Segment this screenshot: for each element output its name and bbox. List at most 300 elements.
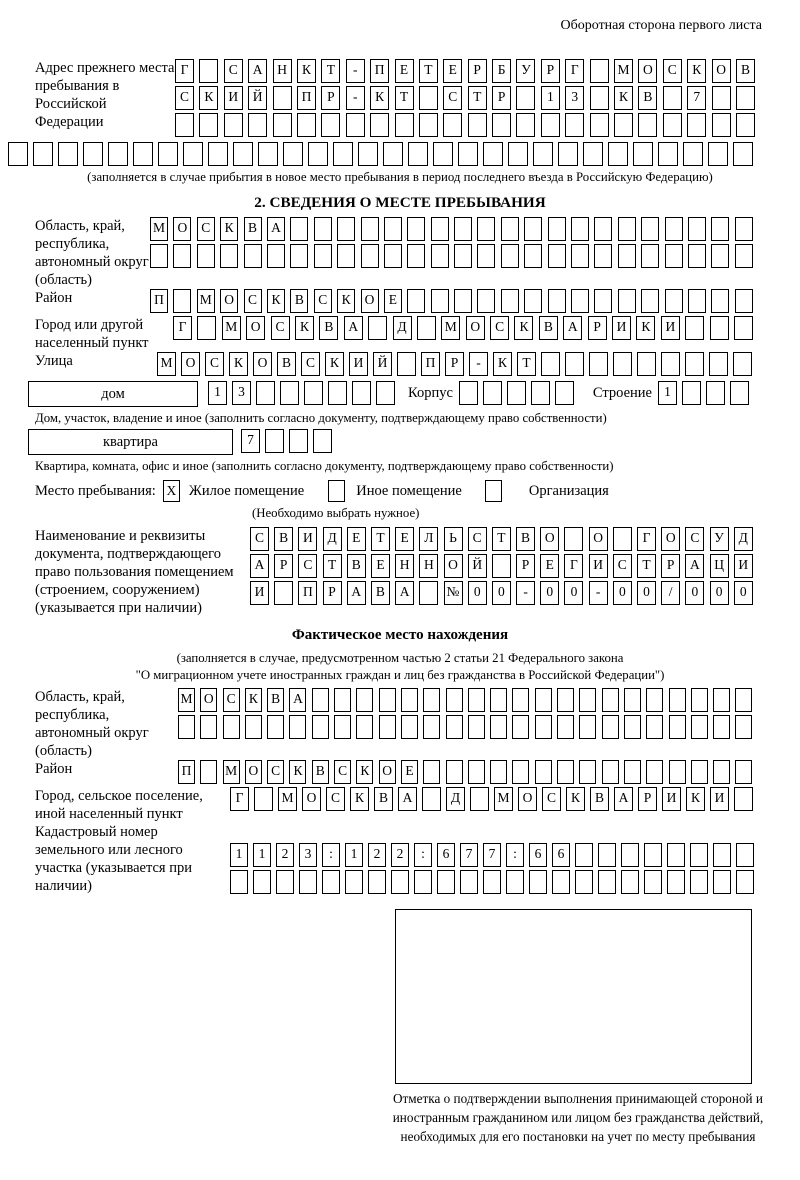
char-cell[interactable]: П bbox=[297, 86, 316, 110]
char-cell[interactable] bbox=[683, 142, 703, 166]
char-cell[interactable] bbox=[8, 142, 28, 166]
char-cell[interactable]: О bbox=[361, 289, 379, 313]
char-cell[interactable]: В bbox=[590, 787, 609, 811]
char-cell[interactable] bbox=[552, 870, 570, 894]
char-cell[interactable] bbox=[682, 381, 701, 405]
char-cell[interactable]: 2 bbox=[391, 843, 409, 867]
char-cell[interactable]: Г bbox=[230, 787, 249, 811]
char-cell[interactable] bbox=[273, 113, 292, 137]
char-cell[interactable]: А bbox=[289, 688, 306, 712]
char-cell[interactable]: С bbox=[542, 787, 561, 811]
char-cell[interactable]: Г bbox=[173, 316, 192, 340]
char-cell[interactable] bbox=[483, 142, 503, 166]
char-cell[interactable]: О bbox=[444, 554, 463, 578]
char-cell[interactable]: К bbox=[687, 59, 706, 83]
char-cell[interactable] bbox=[273, 86, 292, 110]
char-cell[interactable]: С bbox=[250, 527, 269, 551]
char-cell[interactable]: С bbox=[468, 527, 487, 551]
char-cell[interactable] bbox=[524, 244, 542, 268]
char-cell[interactable]: О bbox=[540, 527, 559, 551]
char-cell[interactable] bbox=[414, 870, 432, 894]
char-cell[interactable] bbox=[665, 289, 683, 313]
char-cell[interactable]: К bbox=[289, 760, 306, 784]
char-cell[interactable] bbox=[346, 113, 365, 137]
char-cell[interactable]: К bbox=[493, 352, 512, 376]
char-cell[interactable]: / bbox=[661, 581, 680, 605]
char-cell[interactable] bbox=[638, 113, 657, 137]
char-cell[interactable] bbox=[598, 843, 616, 867]
char-cell[interactable]: А bbox=[248, 59, 267, 83]
char-cell[interactable]: К bbox=[337, 289, 355, 313]
char-cell[interactable] bbox=[667, 870, 685, 894]
char-cell[interactable] bbox=[379, 688, 396, 712]
char-cell[interactable] bbox=[468, 688, 485, 712]
char-cell[interactable] bbox=[280, 381, 299, 405]
char-cell[interactable] bbox=[401, 688, 418, 712]
char-cell[interactable] bbox=[613, 352, 632, 376]
char-cell[interactable] bbox=[713, 688, 730, 712]
char-cell[interactable]: Ц bbox=[710, 554, 729, 578]
char-cell[interactable] bbox=[108, 142, 128, 166]
char-cell[interactable] bbox=[602, 760, 619, 784]
char-cell[interactable]: Л bbox=[419, 527, 438, 551]
char-cell[interactable] bbox=[557, 715, 574, 739]
char-cell[interactable]: К bbox=[686, 787, 705, 811]
char-cell[interactable]: - bbox=[589, 581, 608, 605]
char-cell[interactable] bbox=[687, 113, 706, 137]
char-cell[interactable]: Т bbox=[517, 352, 536, 376]
char-cell[interactable]: 1 bbox=[345, 843, 363, 867]
char-cell[interactable] bbox=[624, 715, 641, 739]
char-cell[interactable] bbox=[490, 688, 507, 712]
char-cell[interactable]: Р bbox=[588, 316, 607, 340]
char-cell[interactable] bbox=[548, 289, 566, 313]
char-cell[interactable] bbox=[274, 581, 293, 605]
char-cell[interactable]: Г bbox=[565, 59, 584, 83]
char-cell[interactable] bbox=[322, 870, 340, 894]
char-cell[interactable] bbox=[199, 59, 218, 83]
char-cell[interactable] bbox=[423, 688, 440, 712]
char-cell[interactable] bbox=[571, 244, 589, 268]
char-cell[interactable] bbox=[314, 217, 332, 241]
char-cell[interactable]: Ь bbox=[444, 527, 463, 551]
char-cell[interactable]: К bbox=[297, 59, 316, 83]
char-cell[interactable] bbox=[470, 787, 489, 811]
char-cell[interactable] bbox=[613, 527, 632, 551]
char-cell[interactable]: Т bbox=[468, 86, 487, 110]
char-cell[interactable]: Р bbox=[492, 86, 511, 110]
char-cell[interactable] bbox=[297, 113, 316, 137]
char-cell[interactable] bbox=[376, 381, 395, 405]
char-cell[interactable] bbox=[529, 870, 547, 894]
char-cell[interactable]: О bbox=[200, 688, 217, 712]
char-cell[interactable] bbox=[730, 381, 749, 405]
char-cell[interactable]: Р bbox=[468, 59, 487, 83]
char-cell[interactable]: А bbox=[250, 554, 269, 578]
char-cell[interactable] bbox=[691, 715, 708, 739]
char-cell[interactable]: В bbox=[274, 527, 293, 551]
char-cell[interactable]: Е bbox=[395, 527, 414, 551]
char-cell[interactable]: № bbox=[444, 581, 463, 605]
char-cell[interactable]: И bbox=[224, 86, 243, 110]
char-cell[interactable]: П bbox=[178, 760, 195, 784]
char-cell[interactable] bbox=[535, 715, 552, 739]
char-cell[interactable]: К bbox=[295, 316, 314, 340]
char-cell[interactable]: В bbox=[290, 289, 308, 313]
char-cell[interactable] bbox=[245, 715, 262, 739]
char-cell[interactable]: М bbox=[441, 316, 460, 340]
char-cell[interactable]: 0 bbox=[540, 581, 559, 605]
char-cell[interactable]: В bbox=[244, 217, 262, 241]
char-cell[interactable] bbox=[558, 142, 578, 166]
char-cell[interactable]: Н bbox=[273, 59, 292, 83]
char-cell[interactable]: У bbox=[710, 527, 729, 551]
char-cell[interactable] bbox=[276, 870, 294, 894]
char-cell[interactable]: Р bbox=[638, 787, 657, 811]
char-cell[interactable]: Р bbox=[541, 59, 560, 83]
char-cell[interactable]: И bbox=[710, 787, 729, 811]
char-cell[interactable] bbox=[197, 316, 216, 340]
char-cell[interactable]: К bbox=[245, 688, 262, 712]
char-cell[interactable] bbox=[289, 715, 306, 739]
char-cell[interactable] bbox=[533, 142, 553, 166]
char-cell[interactable] bbox=[183, 142, 203, 166]
char-cell[interactable] bbox=[506, 870, 524, 894]
char-cell[interactable] bbox=[446, 688, 463, 712]
char-cell[interactable] bbox=[614, 113, 633, 137]
char-cell[interactable]: И bbox=[589, 554, 608, 578]
char-cell[interactable] bbox=[368, 870, 386, 894]
char-cell[interactable]: О bbox=[466, 316, 485, 340]
char-cell[interactable]: В bbox=[539, 316, 558, 340]
char-cell[interactable] bbox=[507, 381, 526, 405]
char-cell[interactable] bbox=[458, 142, 478, 166]
char-cell[interactable]: В bbox=[516, 527, 535, 551]
char-cell[interactable] bbox=[233, 142, 253, 166]
char-cell[interactable] bbox=[571, 289, 589, 313]
char-cell[interactable] bbox=[454, 289, 472, 313]
char-cell[interactable] bbox=[624, 760, 641, 784]
char-cell[interactable] bbox=[710, 316, 729, 340]
char-cell[interactable] bbox=[290, 217, 308, 241]
char-cell[interactable] bbox=[641, 289, 659, 313]
char-cell[interactable]: О bbox=[246, 316, 265, 340]
char-cell[interactable]: 7 bbox=[460, 843, 478, 867]
char-cell[interactable] bbox=[431, 217, 449, 241]
char-cell[interactable] bbox=[541, 113, 560, 137]
char-cell[interactable] bbox=[454, 217, 472, 241]
char-cell[interactable] bbox=[258, 142, 278, 166]
char-cell[interactable] bbox=[618, 217, 636, 241]
char-cell[interactable]: С bbox=[443, 86, 462, 110]
char-cell[interactable] bbox=[713, 760, 730, 784]
char-cell[interactable] bbox=[223, 715, 240, 739]
char-cell[interactable] bbox=[565, 352, 584, 376]
char-cell[interactable]: И bbox=[734, 554, 753, 578]
char-cell[interactable]: В bbox=[347, 554, 366, 578]
char-cell[interactable] bbox=[541, 352, 560, 376]
char-cell[interactable]: М bbox=[150, 217, 168, 241]
char-cell[interactable] bbox=[644, 843, 662, 867]
char-cell[interactable] bbox=[230, 870, 248, 894]
char-cell[interactable] bbox=[685, 316, 704, 340]
char-cell[interactable] bbox=[443, 113, 462, 137]
char-cell[interactable]: С bbox=[613, 554, 632, 578]
char-cell[interactable]: С bbox=[490, 316, 509, 340]
char-cell[interactable]: Е bbox=[395, 59, 414, 83]
char-cell[interactable] bbox=[283, 142, 303, 166]
char-cell[interactable] bbox=[594, 289, 612, 313]
char-cell[interactable] bbox=[254, 787, 273, 811]
char-cell[interactable]: И bbox=[612, 316, 631, 340]
char-cell[interactable] bbox=[334, 715, 351, 739]
char-cell[interactable]: А bbox=[395, 581, 414, 605]
char-cell[interactable]: К bbox=[514, 316, 533, 340]
char-cell[interactable]: К bbox=[636, 316, 655, 340]
char-cell[interactable]: 1 bbox=[253, 843, 271, 867]
char-cell[interactable]: 0 bbox=[637, 581, 656, 605]
char-cell[interactable]: : bbox=[322, 843, 340, 867]
char-cell[interactable] bbox=[512, 688, 529, 712]
char-cell[interactable]: К bbox=[614, 86, 633, 110]
char-cell[interactable] bbox=[407, 217, 425, 241]
char-cell[interactable] bbox=[669, 715, 686, 739]
char-cell[interactable] bbox=[312, 715, 329, 739]
char-cell[interactable] bbox=[583, 142, 603, 166]
char-cell[interactable] bbox=[618, 244, 636, 268]
char-cell[interactable] bbox=[734, 787, 753, 811]
char-cell[interactable] bbox=[395, 113, 414, 137]
char-cell[interactable] bbox=[646, 760, 663, 784]
char-cell[interactable] bbox=[661, 352, 680, 376]
char-cell[interactable] bbox=[735, 217, 753, 241]
char-cell[interactable]: К bbox=[229, 352, 248, 376]
char-cell[interactable]: Г bbox=[564, 554, 583, 578]
char-cell[interactable] bbox=[173, 244, 191, 268]
char-cell[interactable] bbox=[667, 843, 685, 867]
char-cell[interactable]: С bbox=[301, 352, 320, 376]
char-cell[interactable]: М bbox=[178, 688, 195, 712]
char-cell[interactable]: К bbox=[350, 787, 369, 811]
char-cell[interactable] bbox=[208, 142, 228, 166]
char-cell[interactable]: Т bbox=[637, 554, 656, 578]
char-cell[interactable]: К bbox=[566, 787, 585, 811]
char-cell[interactable] bbox=[401, 715, 418, 739]
char-cell[interactable]: О bbox=[220, 289, 238, 313]
char-cell[interactable] bbox=[598, 870, 616, 894]
char-cell[interactable]: С bbox=[271, 316, 290, 340]
char-cell[interactable] bbox=[602, 715, 619, 739]
char-cell[interactable] bbox=[524, 289, 542, 313]
char-cell[interactable] bbox=[618, 289, 636, 313]
char-cell[interactable] bbox=[516, 113, 535, 137]
char-cell[interactable]: И bbox=[662, 787, 681, 811]
char-cell[interactable]: - bbox=[516, 581, 535, 605]
char-cell[interactable]: Д bbox=[446, 787, 465, 811]
char-cell[interactable] bbox=[200, 760, 217, 784]
char-cell[interactable] bbox=[501, 244, 519, 268]
char-cell[interactable]: 7 bbox=[483, 843, 501, 867]
char-cell[interactable]: Т bbox=[419, 59, 438, 83]
char-cell[interactable]: А bbox=[344, 316, 363, 340]
char-cell[interactable] bbox=[248, 113, 267, 137]
char-cell[interactable] bbox=[589, 352, 608, 376]
char-cell[interactable] bbox=[564, 527, 583, 551]
char-cell[interactable] bbox=[579, 688, 596, 712]
char-cell[interactable] bbox=[419, 86, 438, 110]
char-cell[interactable]: П bbox=[421, 352, 440, 376]
char-cell[interactable] bbox=[736, 870, 754, 894]
char-cell[interactable] bbox=[408, 142, 428, 166]
char-cell[interactable] bbox=[33, 142, 53, 166]
char-cell[interactable]: С bbox=[223, 688, 240, 712]
char-cell[interactable]: 0 bbox=[564, 581, 583, 605]
char-cell[interactable] bbox=[579, 760, 596, 784]
char-cell[interactable] bbox=[345, 870, 363, 894]
char-cell[interactable] bbox=[665, 217, 683, 241]
char-cell[interactable]: С bbox=[663, 59, 682, 83]
char-cell[interactable]: Е bbox=[443, 59, 462, 83]
char-cell[interactable] bbox=[690, 843, 708, 867]
char-cell[interactable] bbox=[289, 429, 308, 453]
char-cell[interactable] bbox=[423, 715, 440, 739]
char-cell[interactable] bbox=[370, 113, 389, 137]
char-cell[interactable] bbox=[454, 244, 472, 268]
char-cell[interactable]: В bbox=[371, 581, 390, 605]
char-cell[interactable] bbox=[267, 715, 284, 739]
char-cell[interactable] bbox=[368, 316, 387, 340]
char-cell[interactable] bbox=[594, 244, 612, 268]
char-cell[interactable] bbox=[602, 688, 619, 712]
char-cell[interactable]: - bbox=[346, 59, 365, 83]
char-cell[interactable] bbox=[199, 113, 218, 137]
char-cell[interactable] bbox=[178, 715, 195, 739]
char-cell[interactable] bbox=[379, 715, 396, 739]
char-cell[interactable] bbox=[535, 760, 552, 784]
char-cell[interactable] bbox=[361, 244, 379, 268]
char-cell[interactable]: П bbox=[298, 581, 317, 605]
char-cell[interactable]: 3 bbox=[232, 381, 251, 405]
char-cell[interactable]: В bbox=[277, 352, 296, 376]
char-cell[interactable] bbox=[417, 316, 436, 340]
char-cell[interactable] bbox=[690, 870, 708, 894]
char-cell[interactable] bbox=[646, 715, 663, 739]
char-cell[interactable] bbox=[735, 289, 753, 313]
char-cell[interactable] bbox=[483, 870, 501, 894]
char-cell[interactable]: 7 bbox=[687, 86, 706, 110]
char-cell[interactable] bbox=[446, 760, 463, 784]
char-cell[interactable] bbox=[446, 715, 463, 739]
char-cell[interactable] bbox=[308, 142, 328, 166]
char-cell[interactable] bbox=[713, 715, 730, 739]
char-cell[interactable]: С bbox=[244, 289, 262, 313]
char-cell[interactable]: А bbox=[267, 217, 285, 241]
char-cell[interactable]: Е bbox=[540, 554, 559, 578]
char-cell[interactable] bbox=[736, 86, 755, 110]
char-cell[interactable]: В bbox=[736, 59, 755, 83]
char-cell[interactable] bbox=[663, 113, 682, 137]
char-cell[interactable]: 6 bbox=[552, 843, 570, 867]
char-cell[interactable] bbox=[608, 142, 628, 166]
char-cell[interactable]: Д bbox=[323, 527, 342, 551]
char-cell[interactable] bbox=[736, 843, 754, 867]
char-cell[interactable] bbox=[328, 381, 347, 405]
char-cell[interactable]: Й bbox=[373, 352, 392, 376]
char-cell[interactable] bbox=[669, 760, 686, 784]
char-cell[interactable]: А bbox=[563, 316, 582, 340]
char-cell[interactable] bbox=[431, 289, 449, 313]
char-cell[interactable] bbox=[735, 760, 752, 784]
char-cell[interactable]: О bbox=[518, 787, 537, 811]
char-cell[interactable]: М bbox=[494, 787, 513, 811]
char-cell[interactable] bbox=[391, 870, 409, 894]
char-cell[interactable] bbox=[197, 244, 215, 268]
char-cell[interactable] bbox=[548, 244, 566, 268]
char-cell[interactable] bbox=[624, 688, 641, 712]
char-cell[interactable] bbox=[706, 381, 725, 405]
char-cell[interactable] bbox=[575, 870, 593, 894]
char-cell[interactable]: А bbox=[398, 787, 417, 811]
char-cell[interactable] bbox=[337, 217, 355, 241]
char-cell[interactable]: 1 bbox=[230, 843, 248, 867]
char-cell[interactable]: : bbox=[506, 843, 524, 867]
char-cell[interactable]: Г bbox=[175, 59, 194, 83]
char-cell[interactable]: Е bbox=[401, 760, 418, 784]
char-cell[interactable]: Р bbox=[274, 554, 293, 578]
char-cell[interactable] bbox=[590, 86, 609, 110]
char-cell[interactable] bbox=[633, 142, 653, 166]
char-cell[interactable] bbox=[637, 352, 656, 376]
char-cell[interactable] bbox=[688, 289, 706, 313]
char-cell[interactable] bbox=[299, 870, 317, 894]
char-cell[interactable] bbox=[200, 715, 217, 739]
char-cell[interactable]: М bbox=[614, 59, 633, 83]
char-cell[interactable] bbox=[407, 289, 425, 313]
char-cell[interactable] bbox=[490, 715, 507, 739]
char-cell[interactable]: 6 bbox=[437, 843, 455, 867]
char-cell[interactable]: 1 bbox=[208, 381, 227, 405]
char-cell[interactable]: - bbox=[346, 86, 365, 110]
char-cell[interactable] bbox=[535, 688, 552, 712]
char-cell[interactable]: Р bbox=[445, 352, 464, 376]
char-cell[interactable]: В bbox=[312, 760, 329, 784]
char-cell[interactable] bbox=[658, 142, 678, 166]
char-cell[interactable] bbox=[334, 688, 351, 712]
char-cell[interactable] bbox=[477, 289, 495, 313]
char-cell[interactable] bbox=[575, 843, 593, 867]
char-cell[interactable] bbox=[492, 113, 511, 137]
char-cell[interactable]: 2 bbox=[368, 843, 386, 867]
char-cell[interactable]: С bbox=[205, 352, 224, 376]
char-cell[interactable] bbox=[712, 86, 731, 110]
char-cell[interactable]: К bbox=[370, 86, 389, 110]
char-cell[interactable]: Н bbox=[395, 554, 414, 578]
char-cell[interactable] bbox=[691, 760, 708, 784]
char-cell[interactable] bbox=[644, 870, 662, 894]
char-cell[interactable]: Р bbox=[516, 554, 535, 578]
char-cell[interactable] bbox=[492, 554, 511, 578]
char-cell[interactable] bbox=[516, 86, 535, 110]
char-cell[interactable]: К bbox=[325, 352, 344, 376]
char-cell[interactable]: А bbox=[685, 554, 704, 578]
char-cell[interactable]: Р bbox=[661, 554, 680, 578]
char-cell[interactable]: И bbox=[349, 352, 368, 376]
char-cell[interactable] bbox=[691, 688, 708, 712]
char-cell[interactable] bbox=[337, 244, 355, 268]
char-cell[interactable] bbox=[290, 244, 308, 268]
char-cell[interactable] bbox=[646, 688, 663, 712]
char-cell[interactable]: Е bbox=[347, 527, 366, 551]
